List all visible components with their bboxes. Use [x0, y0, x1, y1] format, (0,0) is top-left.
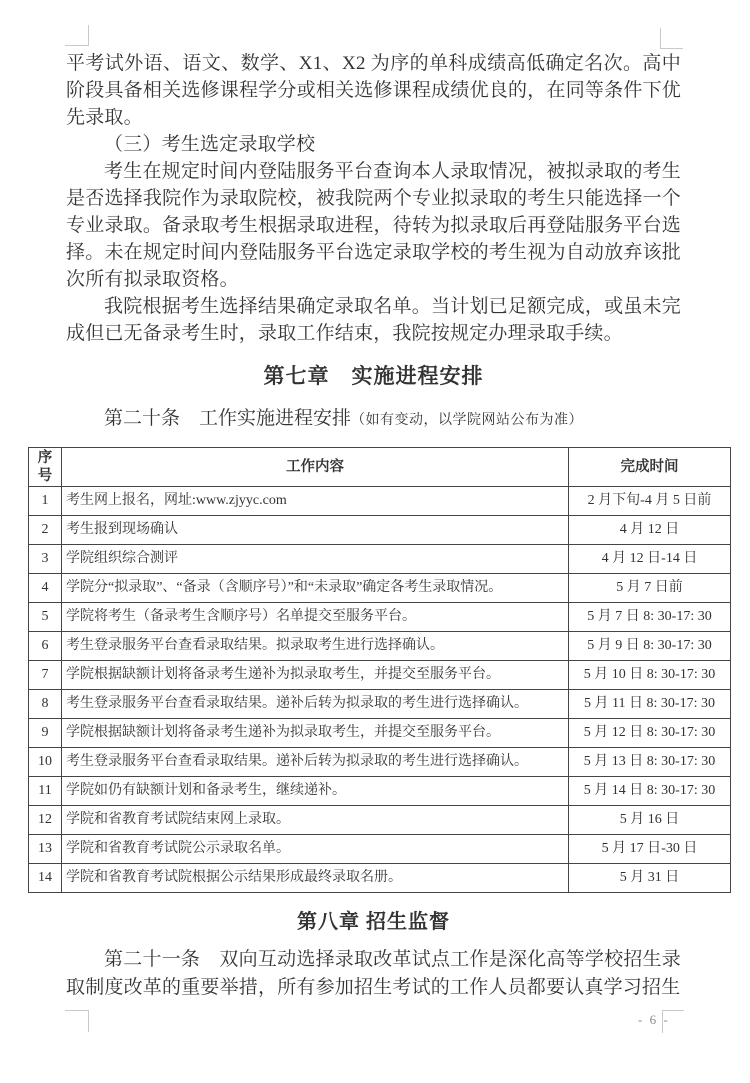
col-header-completion-time: 完成时间	[569, 448, 731, 487]
table-row	[29, 516, 731, 545]
paragraph-selection-process: 考生在规定时间内登陆服务平台查询本人录取情况，被拟录取的考生是否选择我院作为录取院校，被我院两个专业拟录取的考生只能选择一个专业录取。备录取考生根据录取进程，待转为拟录取后再登陆服务平台选择。未在规定时间内登陆服务平台选定录取学校的考生视为自动放弃该批次所有拟录取资格。	[66, 161, 681, 290]
work-content-cell: 学院和省教育考试院公示录取名单。	[62, 835, 569, 864]
table-row	[29, 574, 731, 603]
completion-time-cell: 5 月 16 日	[569, 806, 731, 835]
schedule-table-body	[29, 487, 731, 893]
work-content-cell: 考生登录服务平台查看录取结果。拟录取考生进行选择确认。	[62, 632, 569, 661]
row-number-cell: 7	[29, 661, 62, 690]
completion-time-cell: 5 月 31 日	[569, 864, 731, 893]
work-content-cell: 学院组织综合测评	[62, 545, 569, 574]
completion-time-cell: 4 月 12 日	[569, 516, 731, 545]
row-number-cell: 1	[29, 487, 62, 516]
completion-time-cell: 5 月 11 日 8: 30-17: 30	[569, 690, 731, 719]
table-row	[29, 545, 731, 574]
col-header-index: 序号	[29, 448, 62, 487]
row-number-cell: 9	[29, 719, 62, 748]
row-number-cell: 14	[29, 864, 62, 893]
work-content-cell: 学院如仍有缺额计划和备录考生，继续递补。	[62, 777, 569, 806]
completion-time-cell: 4 月 12 日-14 日	[569, 545, 731, 574]
completion-time-cell: 5 月 7 日 8: 30-17: 30	[569, 603, 731, 632]
article-20-note: （如有变动，以学院网站公布为准）	[351, 413, 584, 428]
row-number-cell: 5	[29, 603, 62, 632]
paragraph-item-three: （三）考生选定录取学校	[104, 134, 316, 155]
row-number-cell: 11	[29, 777, 62, 806]
completion-time-cell: 5 月 10 日 8: 30-17: 30	[569, 661, 731, 690]
page-number: - 6 -	[638, 1012, 670, 1027]
table-row	[29, 835, 731, 864]
work-content-cell: 学院根据缺额计划将备录考生递补为拟录取考生，并提交至服务平台。	[62, 661, 569, 690]
work-content-cell: 考生网上报名，网址:www.zjyyc.com	[62, 487, 569, 516]
completion-time-cell: 2 月下旬-4 月 5 日前	[569, 487, 731, 516]
row-number-cell: 3	[29, 545, 62, 574]
row-number-cell: 2	[29, 516, 62, 545]
work-content-cell: 学院将考生（备录考生含顺序号）名单提交至服务平台。	[62, 603, 569, 632]
completion-time-cell: 5 月 12 日 8: 30-17: 30	[569, 719, 731, 748]
table-row	[29, 864, 731, 893]
page-content	[37, 50, 716, 1002]
crop-mark-bottom-left-icon	[65, 1010, 89, 1032]
col-header-work-content: 工作内容	[62, 448, 569, 487]
table-header-row	[29, 448, 731, 487]
crop-mark-top-left-icon	[65, 25, 89, 46]
crop-mark-top-right-icon	[660, 28, 683, 49]
completion-time-cell: 5 月 9 日 8: 30-17: 30	[569, 632, 731, 661]
table-row	[29, 603, 731, 632]
completion-time-cell: 5 月 13 日 8: 30-17: 30	[569, 748, 731, 777]
paragraph-article-21: 第二十一条 双向互动选择录取改革试点工作是深化高等学校招生录取制度改革的重要举措，所有参加招生考试的工作人员都要认真学习招生	[66, 949, 681, 998]
row-number-cell: 13	[29, 835, 62, 864]
work-content-cell: 考生报到现场确认	[62, 516, 569, 545]
work-content-cell: 学院根据缺额计划将备录考生递补为拟录取考生，并提交至服务平台。	[62, 719, 569, 748]
row-number-cell: 6	[29, 632, 62, 661]
schedule-table	[28, 447, 731, 893]
table-row	[29, 632, 731, 661]
paragraph-continuation: 平考试外语、语文、数学、X1、X2 为序的单科成绩高低确定名次。高中阶段具备相关选修课程学分或相关选修课程成绩优良的，在同等条件下优先录取。	[66, 53, 681, 128]
table-row	[29, 690, 731, 719]
chapter-8-heading: 第八章 招生监督	[297, 911, 450, 933]
table-row	[29, 661, 731, 690]
completion-time-cell: 5 月 14 日 8: 30-17: 30	[569, 777, 731, 806]
article-20-line	[66, 405, 681, 434]
row-number-cell: 8	[29, 690, 62, 719]
row-number-cell: 4	[29, 574, 62, 603]
table-row	[29, 806, 731, 835]
table-row	[29, 487, 731, 516]
table-row	[29, 748, 731, 777]
completion-time-cell: 5 月 7 日前	[569, 574, 731, 603]
work-content-cell: 学院和省教育考试院结束网上录取。	[62, 806, 569, 835]
work-content-cell: 学院分“拟录取”、“备录（含顺序号）”和“未录取”确定各考生录取情况。	[62, 574, 569, 603]
work-content-cell: 考生登录服务平台查看录取结果。递补后转为拟录取的考生进行选择确认。	[62, 690, 569, 719]
article-20-label: 第二十条 工作实施进程安排	[104, 408, 352, 429]
row-number-cell: 12	[29, 806, 62, 835]
chapter-7-heading: 第七章 实施进程安排	[263, 364, 484, 388]
table-row	[29, 777, 731, 806]
paragraph-admission-list: 我院根据考生选择结果确定录取名单。当计划已足额完成，或虽未完成但已无备录考生时，录取工作结束，我院按规定办理录取手续。	[66, 296, 681, 344]
table-row	[29, 719, 731, 748]
completion-time-cell: 5 月 17 日-30 日	[569, 835, 731, 864]
row-number-cell: 10	[29, 748, 62, 777]
work-content-cell: 考生登录服务平台查看录取结果。递补后转为拟录取的考生进行选择确认。	[62, 748, 569, 777]
work-content-cell: 学院和省教育考试院根据公示结果形成最终录取名册。	[62, 864, 569, 893]
